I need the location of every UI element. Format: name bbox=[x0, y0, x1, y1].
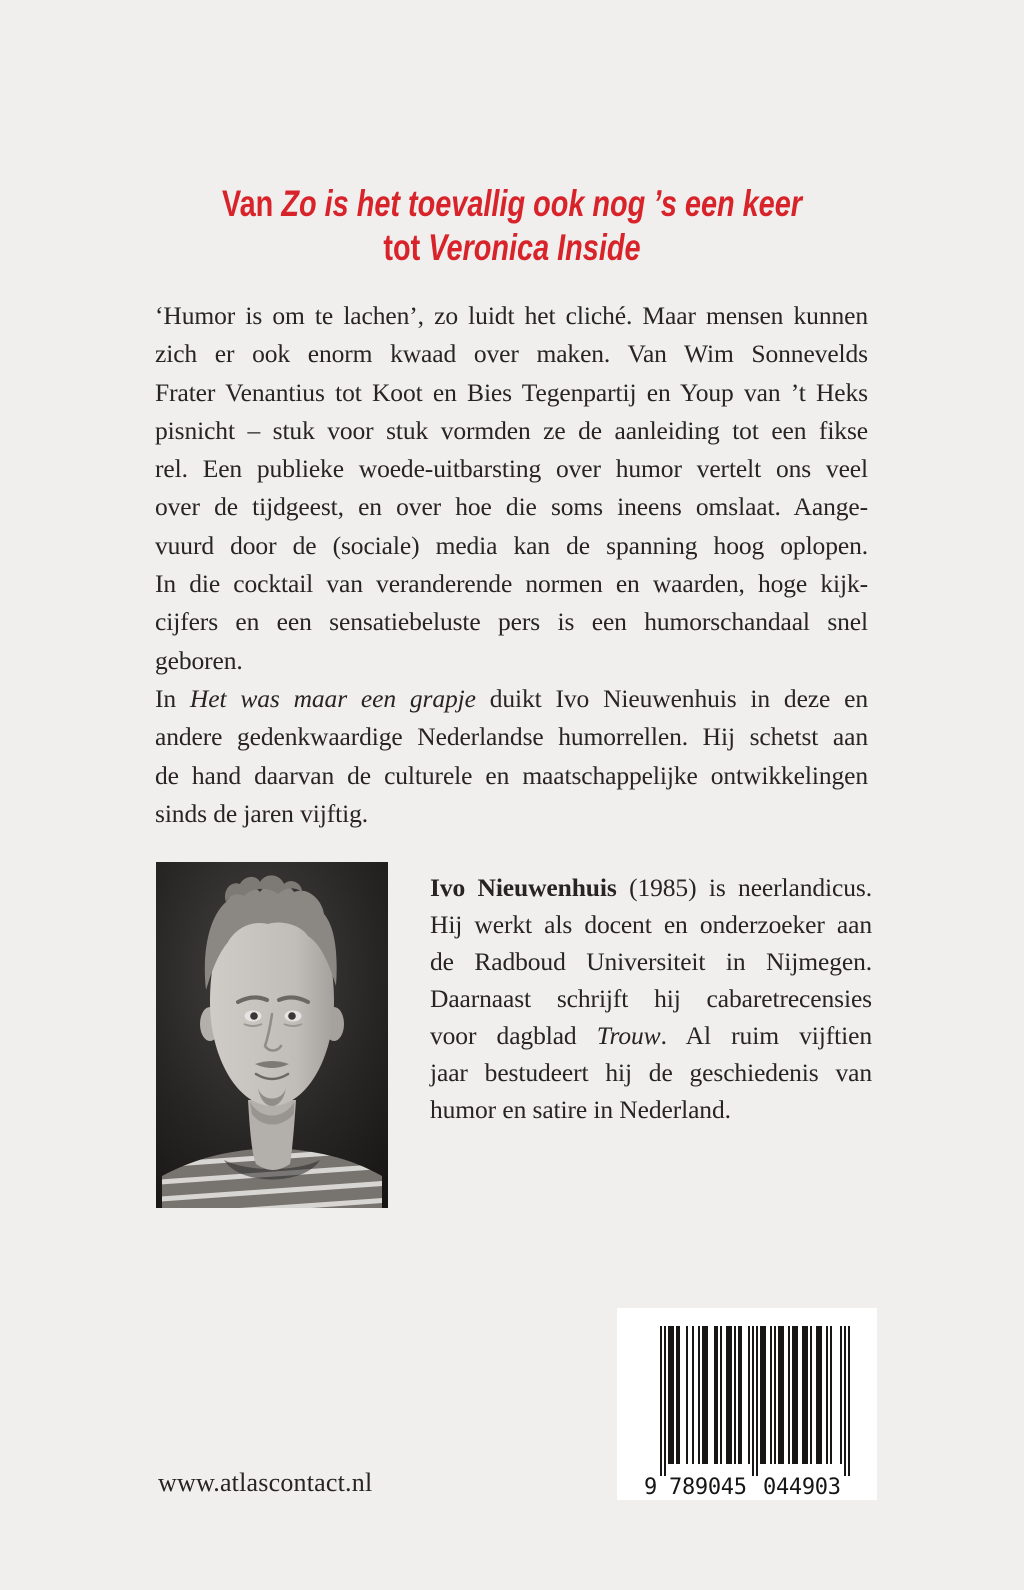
barcode-bar bbox=[714, 1326, 716, 1464]
barcode-bar bbox=[726, 1326, 728, 1464]
barcode-bar bbox=[692, 1326, 694, 1464]
barcode-bar bbox=[664, 1326, 666, 1476]
barcode-bar bbox=[844, 1326, 846, 1476]
blurb-line: sinds de jaren vijftig. bbox=[155, 798, 368, 828]
barcode-bar bbox=[774, 1326, 776, 1464]
barcode-bar bbox=[706, 1326, 708, 1464]
barcode-bar bbox=[660, 1326, 662, 1476]
bio-line: voor dagblad Trouw. Al ruim vijftien bbox=[430, 1021, 872, 1050]
barcode-bar bbox=[678, 1326, 680, 1464]
blurb-text bbox=[155, 297, 868, 833]
blurb-line: geboren. bbox=[155, 645, 243, 675]
barcode-bar bbox=[698, 1326, 700, 1464]
bio-line: Hij werkt als docent en onderzoeker aan bbox=[430, 910, 872, 939]
barcode-bar bbox=[830, 1326, 832, 1464]
barcode-bar bbox=[740, 1326, 742, 1464]
blurb-line: pisnicht – stuk voor stuk vormden ze de aanleiding tot een fikse bbox=[155, 415, 868, 445]
barcode-bar bbox=[788, 1326, 790, 1464]
barcode-bar bbox=[848, 1326, 850, 1476]
barcode-digits: 9 bbox=[644, 1475, 658, 1498]
barcode-bar bbox=[762, 1326, 764, 1464]
barcode-bar bbox=[782, 1326, 784, 1464]
blurb-line: de hand daarvan de culturele en maatschappelijke ontwikkelingen bbox=[155, 760, 868, 790]
blurb-line: rel. Een publieke woede-uitbarsting over humor vertelt ons veel bbox=[155, 454, 868, 484]
barcode-bar bbox=[760, 1326, 762, 1464]
author-bio bbox=[430, 869, 872, 1128]
barcode-bar bbox=[820, 1326, 822, 1464]
barcode-bar bbox=[792, 1326, 794, 1464]
tagline-line: Van Zo is het toevallig ook nog ’s een keer bbox=[221, 183, 803, 224]
barcode-bar bbox=[734, 1326, 736, 1464]
barcode-bar bbox=[806, 1326, 808, 1464]
blurb-line: cijfers en een sensatiebeluste pers is een humorschandaal snel bbox=[155, 607, 868, 637]
blurb-line: Frater Venantius tot Koot en Bies Tegenpartij en Youp van ’t Heks bbox=[155, 377, 868, 407]
barcode-bar bbox=[756, 1326, 758, 1476]
portrait-illustration bbox=[156, 862, 388, 1208]
barcode-bar bbox=[840, 1326, 842, 1464]
barcode-bar bbox=[670, 1326, 672, 1464]
barcode-bar bbox=[796, 1326, 798, 1464]
bio-line: Ivo Nieuwenhuis (1985) is neerlandicus. bbox=[430, 873, 872, 902]
barcode-bar bbox=[686, 1326, 688, 1464]
blurb-line: vuurd door de (sociale) media kan de spanning hoog oplopen. bbox=[155, 530, 868, 560]
barcode-bar bbox=[672, 1326, 674, 1464]
barcode-bar bbox=[752, 1326, 754, 1476]
blurb-line: over de tijdgeest, en over hoe die soms ineens omslaat. Aange- bbox=[155, 492, 868, 522]
bio-line: jaar bestudeert hij de geschiedenis van bbox=[430, 1058, 872, 1087]
barcode-bar bbox=[802, 1326, 804, 1464]
publisher-website: www.atlascontact.nl bbox=[158, 1468, 373, 1497]
blurb-line: In die cocktail van veranderende normen en waarden, hoge kijk- bbox=[155, 569, 868, 599]
ean-barcode-svg bbox=[644, 1326, 850, 1498]
blurb-line: In Het was maar een grapje duikt Ivo Nieuwenhuis in deze en bbox=[155, 683, 868, 713]
barcode-bar bbox=[778, 1326, 780, 1464]
barcode-bar bbox=[816, 1326, 818, 1464]
barcode-bar bbox=[730, 1326, 732, 1464]
barcode-bar bbox=[818, 1326, 820, 1464]
bio-line: de Radboud Universiteit in Nijmegen. bbox=[430, 947, 872, 976]
tagline-line: tot Veronica Inside bbox=[383, 227, 641, 268]
barcode-bar bbox=[794, 1326, 796, 1464]
barcode-bar bbox=[668, 1326, 670, 1464]
barcode-bar bbox=[748, 1326, 750, 1464]
blurb-line: ‘Humor is om te lachen’, zo luidt het cliché. Maar mensen kunnen bbox=[155, 301, 868, 330]
barcode-bar bbox=[780, 1326, 782, 1464]
barcode-bar bbox=[826, 1326, 828, 1464]
barcode-bar bbox=[738, 1326, 740, 1464]
author-photo bbox=[156, 862, 388, 1208]
barcode-bar bbox=[804, 1326, 806, 1464]
barcode-bar bbox=[676, 1326, 678, 1464]
barcode-bar bbox=[810, 1326, 812, 1464]
barcode-bar bbox=[720, 1326, 722, 1464]
barcode-bar bbox=[716, 1326, 718, 1464]
blurb-line: andere gedenkwaardige Nederlandse humorrellen. Hij schetst aan bbox=[155, 722, 868, 752]
barcode-digits: 789045 bbox=[669, 1475, 747, 1498]
barcode-bar bbox=[702, 1326, 704, 1464]
bio-line: humor en satire in Nederland. bbox=[430, 1095, 731, 1124]
barcode-bar bbox=[704, 1326, 706, 1464]
barcode-bar bbox=[770, 1326, 772, 1464]
bio-line: Daarnaast schrijft hij cabaretrecensies bbox=[430, 984, 872, 1013]
barcode bbox=[617, 1308, 877, 1500]
barcode-bar bbox=[728, 1326, 730, 1464]
blurb-line: zich er ook enorm kwaad over maken. Van Wim Sonnevelds bbox=[155, 339, 868, 369]
tagline bbox=[0, 182, 1024, 270]
barcode-digits: 044903 bbox=[763, 1475, 841, 1498]
barcode-bar bbox=[764, 1326, 766, 1464]
